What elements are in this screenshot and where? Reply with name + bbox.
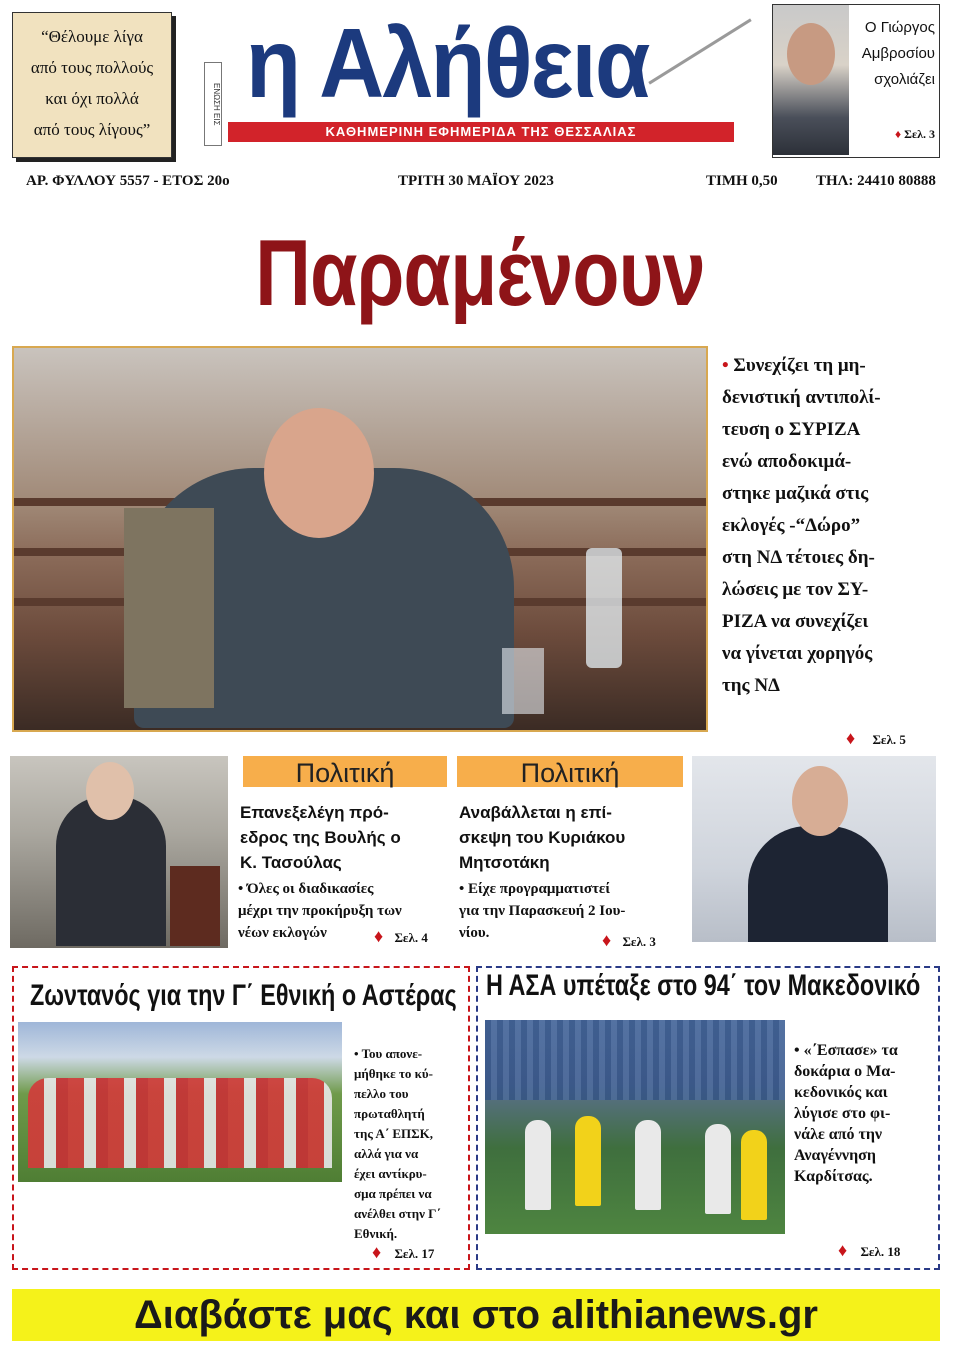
issue-number: ΑΡ. ΦΥΛΛΟΥ 5557 - ΕΤΟΣ 20ο	[26, 173, 230, 189]
story-line: στη ΝΔ τέτοιες δη-	[722, 547, 875, 568]
story-line-text: Συνεχίζει τη μη-	[728, 355, 866, 376]
photo-head	[86, 762, 134, 820]
columnist-line: σχολιάζει	[874, 71, 935, 88]
politics-page-ref: ♦ Σελ. 3	[602, 930, 656, 950]
story-line: λώσεις με τον ΣΥ-	[722, 579, 869, 600]
columnist-line: Αμβροσίου	[861, 45, 935, 62]
issue-price: ΤΙΜΗ 0,50	[706, 173, 778, 189]
photo-player	[705, 1124, 731, 1214]
columnist-page-ref: ♦ Σελ. 3	[895, 127, 935, 141]
diamond-icon: ♦	[846, 728, 856, 748]
sports-photo-left[interactable]	[18, 1022, 342, 1182]
story-line	[722, 350, 932, 382]
politics-photo-left[interactable]	[10, 756, 228, 948]
story-line: ΡΙΖΑ να συνεχίζει	[722, 611, 869, 632]
diamond-icon: ♦	[895, 127, 902, 141]
photo-vest	[124, 508, 214, 708]
masthead-tagline: ΚΑΘΗΜΕΡΙΝΗ ΕΦΗΜΕΡΙΔΑ ΤΗΣ ΘΕΣΣΑΛΙΑΣ	[228, 122, 734, 142]
main-story-text[interactable]	[722, 350, 932, 702]
story-line: της ΝΔ	[722, 675, 780, 696]
photo-stand	[485, 1020, 785, 1100]
columnist-box[interactable]	[772, 4, 940, 158]
issue-date: ΤΡΙΤΗ 30 ΜΑΪΟΥ 2023	[398, 173, 554, 189]
story-line: δενιστική αντιπολί-	[722, 387, 881, 408]
photo-player	[575, 1116, 601, 1206]
emblem-logo: ΕΝΩΣΗ ΕΙΣ	[204, 62, 222, 146]
main-headline[interactable]: Παραμένουν	[255, 220, 705, 325]
photo-person	[748, 826, 888, 942]
story-line: εκλογές -“Δώρο”	[722, 515, 861, 536]
columnist-face	[787, 23, 835, 85]
story-line: να γίνεται χορηγός	[722, 643, 873, 664]
politics-headline[interactable]: Επανεξελέγη πρό- εδρος της Βουλής ο Κ. Τασούλας	[240, 803, 401, 872]
politics-body: • Όλες οι διαδικασίες μέχρι την προκήρυξη των νέων εκλογών	[238, 881, 402, 941]
quote-line: “Θέλουμε λίγα	[41, 27, 143, 46]
photo-chair	[170, 866, 220, 946]
sports-headline[interactable]: Ζωντανός για την Γ΄ Εθνική ο Αστέρας	[30, 979, 457, 1012]
diamond-icon: ♦	[602, 930, 612, 950]
photo-player	[635, 1120, 661, 1210]
footer-banner[interactable]: Διαβάστε μας και στο alithianews.gr	[12, 1289, 940, 1341]
politics-photo-right[interactable]	[692, 756, 936, 942]
sports-page-ref: ♦ Σελ. 18	[838, 1240, 901, 1260]
sports-page-ref: ♦ Σελ. 17	[372, 1242, 435, 1262]
main-story-page-ref: ♦ Σελ. 5	[846, 728, 906, 748]
politics-tab: Πολιτική	[457, 756, 683, 787]
photo-bottle	[586, 548, 622, 668]
diamond-icon: ♦	[372, 1242, 382, 1262]
quote-line: από τους λίγους”	[33, 120, 151, 139]
story-line: ενώ αποδοκιμά-	[722, 451, 852, 472]
columnist-line: Ο Γιώργος	[864, 19, 935, 36]
photo-head	[792, 766, 848, 836]
politics-page-ref: ♦ Σελ. 4	[374, 926, 428, 946]
bullet-icon: •	[722, 355, 729, 376]
diamond-icon: ♦	[374, 926, 384, 946]
politics-body: • Είχε προγραμματιστεί για την Παρασκευή 2 Ιου- νίου.	[459, 881, 626, 941]
photo-team	[28, 1078, 332, 1168]
quote-line: από τους πολλούς	[30, 58, 154, 77]
main-story-photo[interactable]	[12, 346, 708, 732]
quote-box	[12, 12, 172, 158]
photo-player	[741, 1130, 767, 1220]
politics-headline[interactable]: Αναβάλλεται η επί- σκεψη του Κυριάκου Μητσοτάκη	[459, 803, 626, 872]
quote-line: και όχι πολλά	[45, 89, 139, 108]
story-line: τευση ο ΣΥΡΙΖΑ	[722, 419, 861, 440]
diamond-icon: ♦	[838, 1240, 848, 1260]
story-line: στηκε μαζικά στις	[722, 483, 869, 504]
sports-headline[interactable]: Η ΑΣΑ υπέταξε στο 94΄ τον Μακεδονικό	[486, 969, 921, 1002]
columnist-photo	[773, 5, 849, 155]
photo-glass	[502, 648, 544, 714]
phone-number: ΤΗΛ: 24410 80888	[816, 173, 936, 189]
photo-player	[525, 1120, 551, 1210]
masthead-title[interactable]: η Αλήθεια	[246, 8, 649, 118]
sports-photo-right[interactable]	[485, 1020, 785, 1234]
photo-head	[264, 408, 374, 538]
politics-tab: Πολιτική	[243, 756, 447, 787]
columnist-caption	[857, 15, 935, 93]
sports-body: • «΄Εσπασε» τα δοκάρια ο Μα- κεδονικός και λύγισε στο φι- νάλε από την Αναγέννηση Καρδίτσας.	[794, 1042, 898, 1185]
sports-body: • Του απονε- μήθηκε το κύ- πελλο του πρωταθλητή της Α΄ ΕΠΣΚ, αλλά για να έχει αντίκρυ- σμα πρέπει να ανέλθει στην Γ΄ Εθνική.	[354, 1046, 441, 1241]
